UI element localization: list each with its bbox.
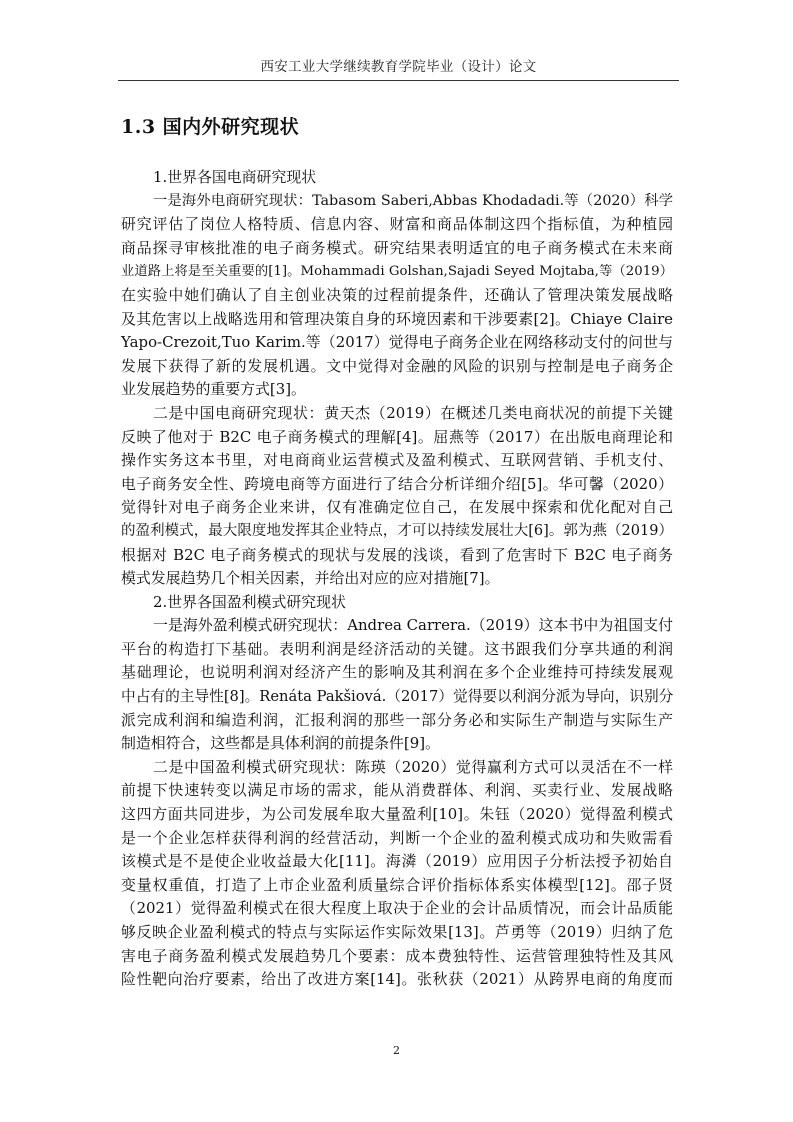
text-line: 够反映企业盈利模式的特点与实际运作实际效果[13]。芦勇等（2019）归纳了危 [121,923,673,941]
text-line: 业道路上将是至关重要的[1]。Mohammadi Golshan,Sajadi Seyed Mojtaba,等（2019） [121,264,673,280]
text-line: 研究评估了岗位人格特质、信息内容、财富和商品体制这四个指标值，为种植园 [121,215,673,234]
text-line: 二是中国电商研究现状：黄天杰（2019）在概述几类电商状况的前提下关键 [153,403,673,422]
text-line: 发展下获得了新的发展机遇。文中觉得对金融的风险的识别与控制是电子商务企 [121,356,673,375]
text-line: 派完成利润和编造利润，汇报利润的那些一部分务必和实际生产制造与实际生产 [121,710,673,729]
text-line: 2.世界各国盈利模式研究现状 [153,592,346,611]
page-number: 2 [393,1044,400,1057]
text-line: 的盈利模式，最大限度地发挥其企业特点，才可以持续发展壮大[6]。郭为燕（2019） [121,522,674,539]
text-line: 该模式是不是使企业收益最大化[11]。海潾（2019）应用因子分析法授予初始自 [121,852,673,871]
text-line: 中占有的主导性[8]。Renáta Pakšiová.（2017）觉得要以利润分派为导向，识别分 [121,688,674,706]
text-line: 二是中国盈利模式研究现状：陈瑛（2020）觉得赢利方式可以灵活在不一样 [153,757,673,776]
text-line: Yapo-Crezoit,Tuo Karim.等（2017）觉得电子商务企业在网络移动支付的问世与 [121,333,673,352]
section-heading: 1.3 国内外研究现状 [121,116,300,138]
text-line: 险性靶向治疗要素，给出了改进方案[14]。张秋获（2021）从跨界电商的角度而 [121,970,673,989]
header-rule [118,80,679,81]
text-line: 基础理论，也说明利润对经济产生的影响及其利润在多个企业维持可持续发展观 [121,663,673,682]
text-line: 前提下快速转变以满足市场的需求，能从消费群体、利润、买卖行业、发展战略 [121,781,673,800]
text-line: 这四方面共同进步，为公司发展牟取大量盈利[10]。朱钰（2020）觉得盈利模式 [121,805,673,824]
text-line: 觉得针对电子商务企业来讲，仅有准确定位自己，在发展中探索和优化配对自己 [121,498,673,517]
text-line: 是一个企业怎样获得利润的经营活动，判断一个企业的盈利模式成功和失败需看 [121,828,673,847]
text-line: 电子商务安全性、跨境电商等方面进行了结合分析详细介绍[5]。华可馨（2020） [121,474,673,493]
text-line: 及其危害以上战略选用和管理决策自身的环境因素和干涉要素[2]。Chiaye Claire [121,309,673,328]
text-line: 业发展趋势的重要方式[3]。 [121,380,306,399]
text-line: 根据对 B2C 电子商务模式的现状与发展的浅谈，看到了危害时下 B2C 电子商务 [121,545,673,564]
text-line: 反映了他对于 B2C 电子商务模式的理解[4]。屈燕等（2017）在出版电商理论和 [121,427,673,446]
text-line: 在实验中她们确认了自主创业决策的过程前提条件，还确认了管理决策发展战略 [121,285,673,304]
text-line: 一是海外盈利模式研究现状：Andrea Carrera.（2019）这本书中为祖国支付 [153,616,673,635]
text-line: 平台的构造打下基础。表明利润是经济活动的关键。这书跟我们分享共通的利润 [121,639,673,658]
running-header: 西安工业大学继续教育学院毕业（设计）论文 [260,59,537,75]
text-line: 一是海外电商研究现状：Tabasom Saberi,Abbas Khodadadi.等（2020）科学 [153,192,673,209]
text-line: 变量权重值，打造了上市企业盈利质量综合评价指标体系实体模型[12]。邵子贤 [121,875,673,894]
body-text [121,166,673,992]
text-line: 商品探寻审核批准的电子商务模式。研究结果表明适宜的电子商务模式在未来商 [121,238,673,257]
text-line: 模式发展趋势几个相关因素，并给出对应的应对措施[7]。 [121,569,500,588]
text-line: （2021）觉得盈利模式在很大程度上取决于企业的会计品质情况，而会计品质能 [121,899,673,918]
text-line: 操作实务这本书里，对电商商业运营模式及盈利模式、互联网营销、手机支付、 [121,451,673,470]
text-line: 制造相符合，这些都是具体利润的前提条件[9]。 [121,734,440,753]
text-line: 害电子商务盈利模式发展趋势几个要素：成本费独特性、运营管理独特性及其风 [121,946,673,965]
text-line: 1.世界各国电商研究现状 [153,168,317,186]
